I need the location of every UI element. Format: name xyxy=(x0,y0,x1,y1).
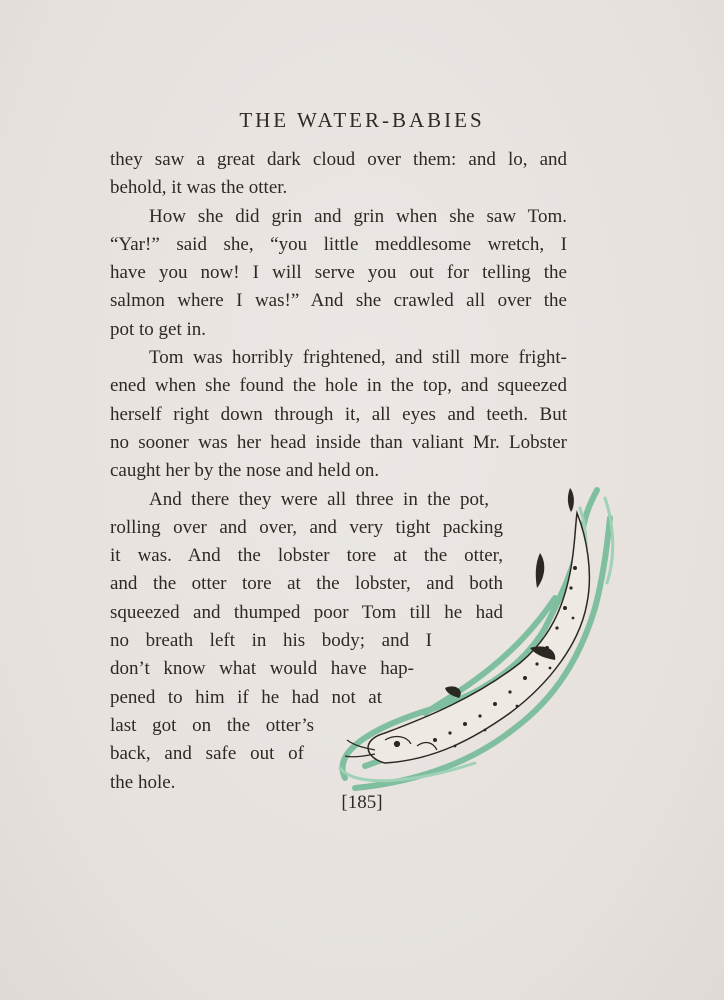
text-line: ened when she found the hole in the top, and squeezed xyxy=(110,375,567,397)
text-line: back, and safe out of xyxy=(110,743,304,765)
text-line: How she did grin and grin when she saw Tom. xyxy=(149,205,567,227)
text-line: no breath left in his body; and I xyxy=(110,630,432,652)
otter-body xyxy=(368,513,589,763)
text-line: behold, it was the otter. xyxy=(110,177,288,199)
text-line: the hole. xyxy=(110,771,176,793)
text-line: pot to get in. xyxy=(110,318,207,340)
text-line: and the otter tore at the lobster, and both xyxy=(110,573,503,595)
text-line: herself right down through it, all eyes and teeth. But xyxy=(110,403,567,425)
text-line: don’t know what would have hap- xyxy=(110,658,414,680)
otter-illustration xyxy=(325,478,625,798)
page-number: [185] xyxy=(341,792,383,813)
text-line: squeezed and thumped poor Tom till he had xyxy=(110,601,503,623)
text-line: it was. And the lobster tore at the otter, xyxy=(110,545,503,567)
text-line: have you now! I will serve you out for telling the xyxy=(110,262,567,284)
text-line: no sooner was her head inside than valiant Mr. Lobster xyxy=(110,431,567,453)
text-line: “Yar!” said she, “you little meddlesome wretch, I xyxy=(110,233,567,255)
text-line: Tom was horribly frightened, and still more fright- xyxy=(149,347,567,369)
text-line: pened to him if he had not at xyxy=(110,686,382,708)
text-line: rolling over and over, and very tight packing xyxy=(110,516,503,538)
text-line: they saw a great dark cloud over them: and lo, and xyxy=(110,149,567,170)
running-head: THE WATER-BABIES xyxy=(239,108,485,132)
text-line: And there they were all three in the pot, xyxy=(149,488,489,510)
text-line: caught her by the nose and held on. xyxy=(110,460,380,482)
text-line: salmon where I was!” And she crawled all over the xyxy=(110,290,567,312)
text-line: last got on the otter’s xyxy=(110,714,314,736)
